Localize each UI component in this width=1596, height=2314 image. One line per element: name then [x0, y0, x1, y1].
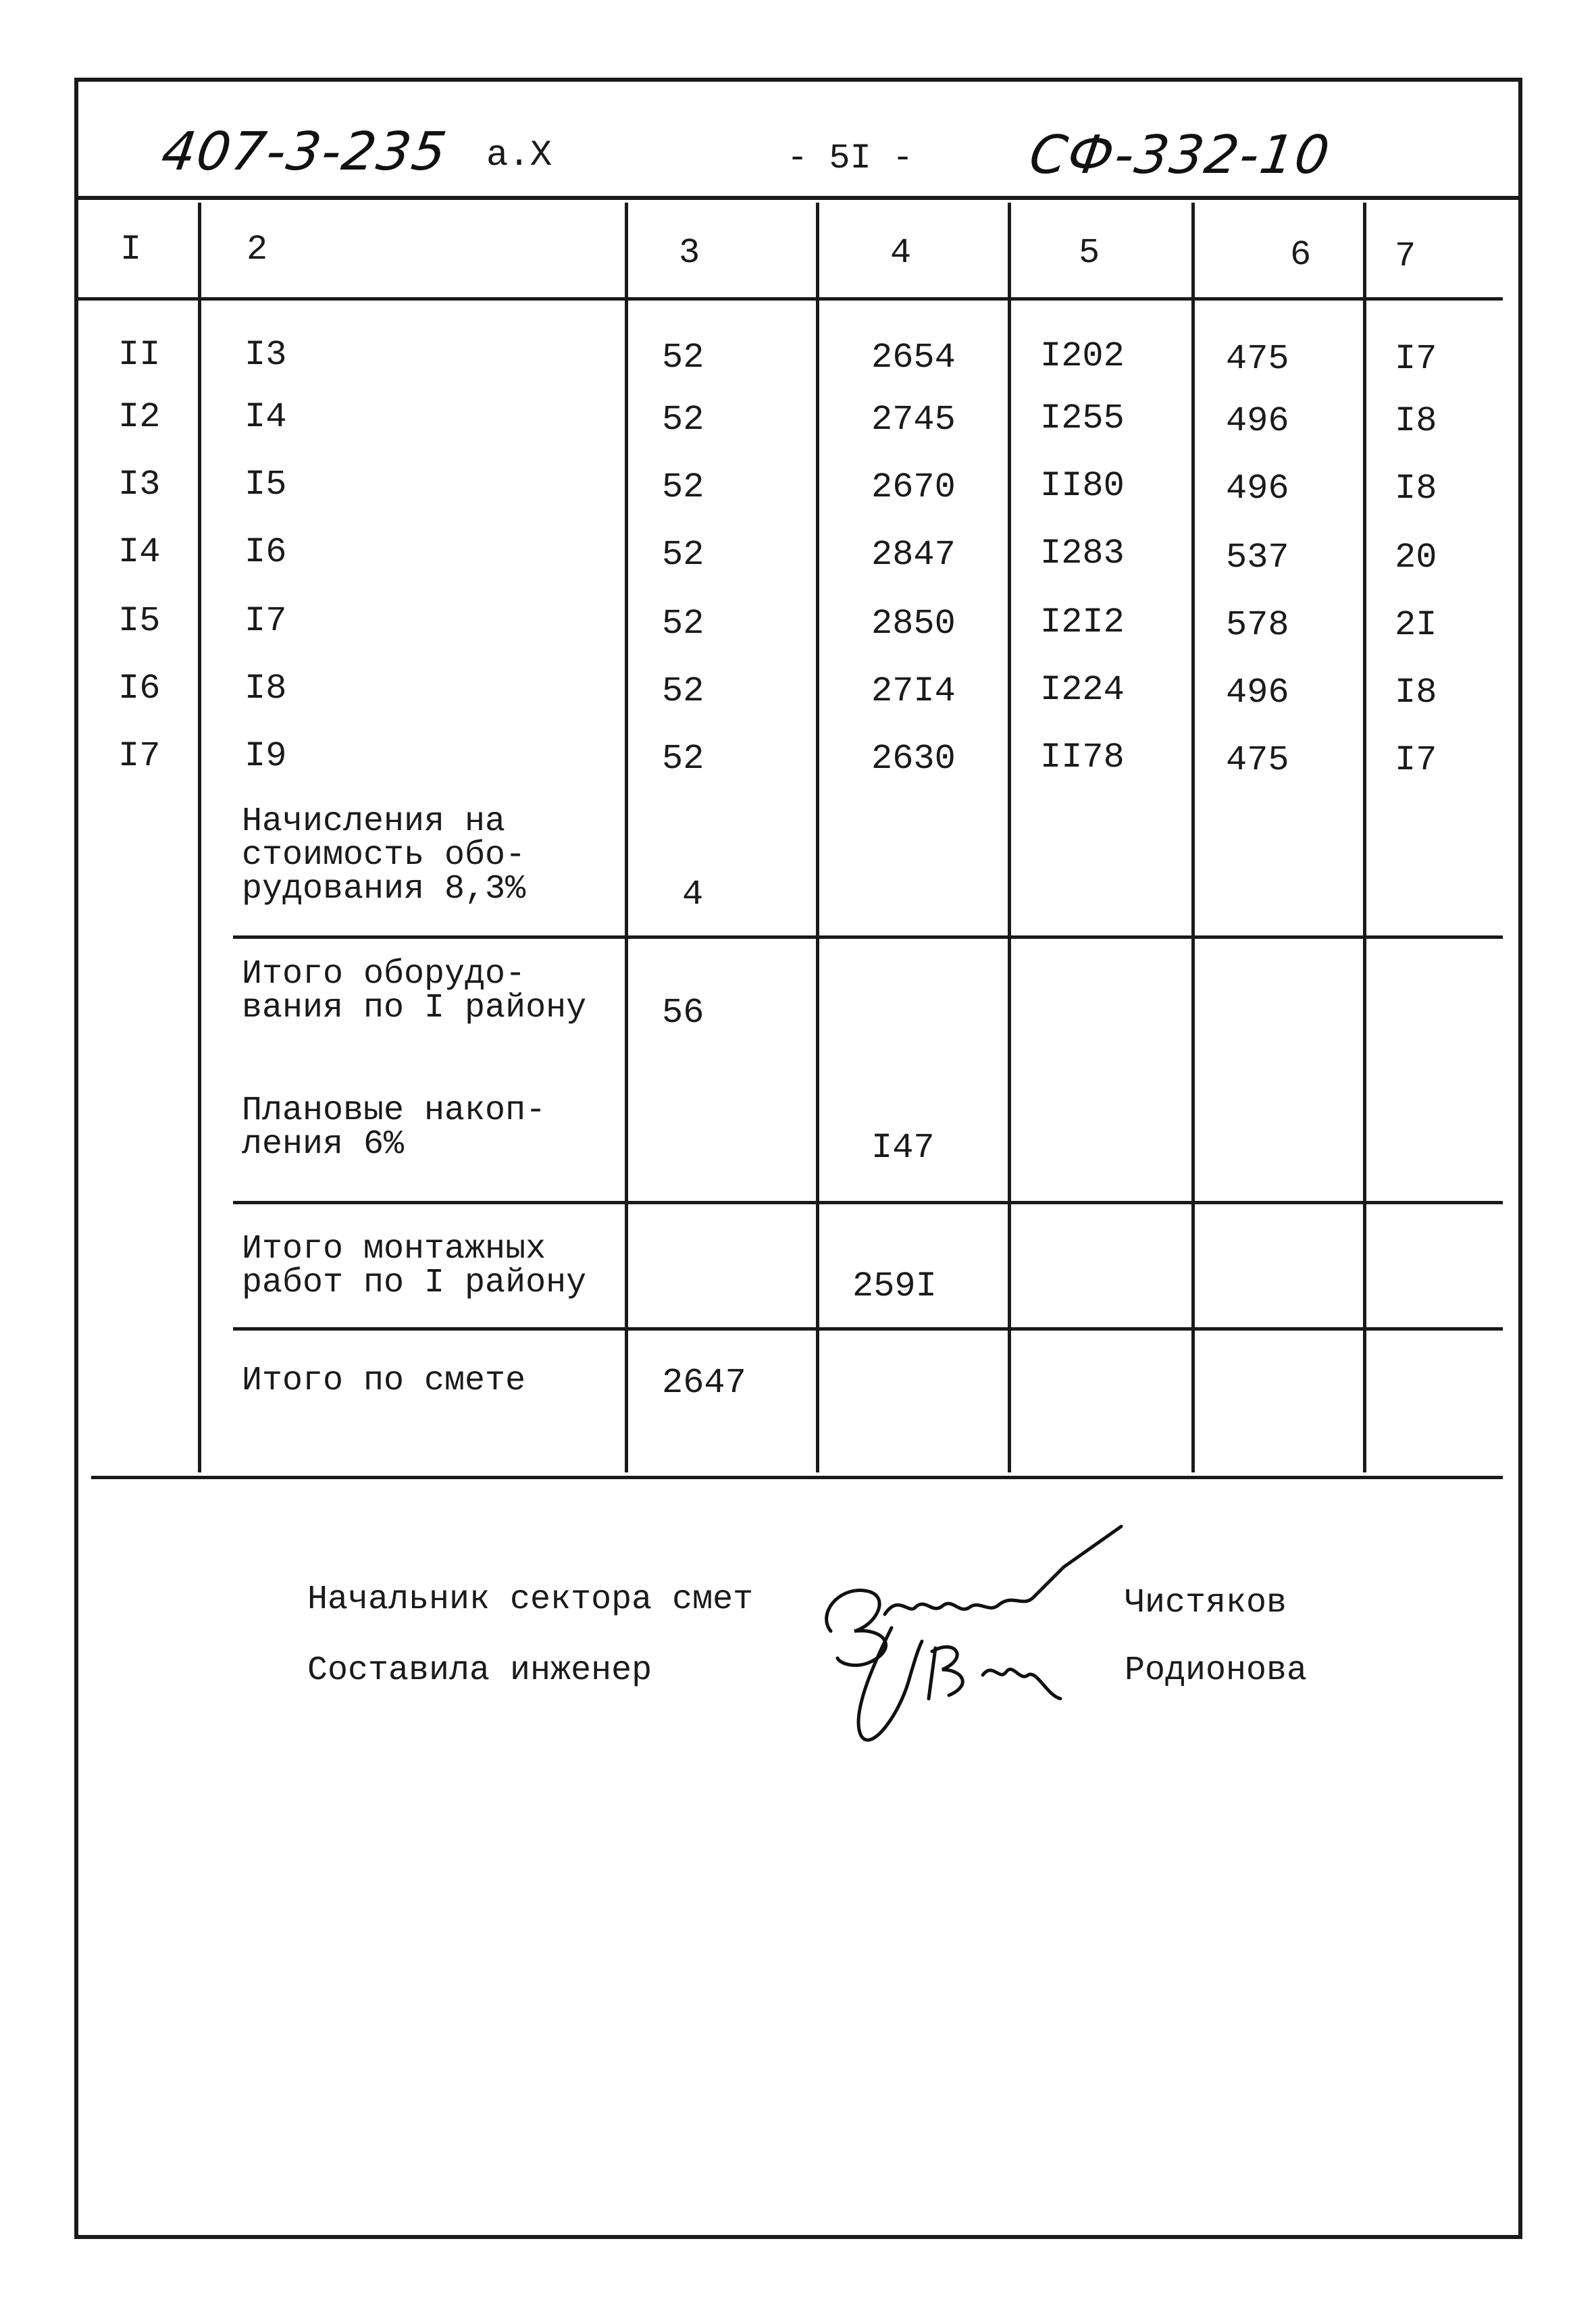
signatory-name-1: Чистяков [1125, 1584, 1287, 1622]
cell-value: 52 [662, 338, 704, 378]
equipment-total-label: Итого оборудо- вания по I району [242, 955, 587, 1027]
column-divider [1363, 203, 1366, 1472]
cell-value: I224 [1040, 670, 1125, 710]
cell-value: II80 [1040, 466, 1125, 506]
cell-value: 2847 [871, 535, 956, 575]
cell-value: I255 [1040, 398, 1125, 438]
planned-savings-label: Плановые накоп- ления 6% [242, 1091, 546, 1164]
signatory-role-1: Начальник сектора смет [307, 1580, 754, 1619]
cell-value: 537 [1226, 538, 1289, 577]
row-number: I6 [118, 669, 161, 709]
column-divider [198, 203, 201, 1472]
cell-value: 52 [662, 535, 704, 575]
cell-value: 496 [1226, 673, 1289, 713]
cell-value: 2745 [871, 400, 956, 440]
cell-value: 475 [1226, 740, 1289, 780]
mounting-total-value: 259I [852, 1266, 937, 1306]
handwritten-signature [790, 1513, 1155, 1756]
cell-value: 52 [662, 467, 704, 507]
column-header-1: I [120, 230, 142, 269]
cell-value: 2654 [871, 338, 956, 378]
estimate-total-label: Итого по смете [242, 1362, 526, 1400]
column-header-6: 6 [1290, 235, 1312, 275]
row-divider [233, 1327, 1503, 1331]
cell-value: 20 [1395, 538, 1437, 577]
column-divider [1008, 203, 1011, 1472]
row-number: I2 [118, 397, 161, 437]
cell-value: I283 [1040, 534, 1125, 573]
column-divider [625, 203, 628, 1472]
signatory-name-2: Родионова [1125, 1651, 1308, 1690]
column-divider [1191, 203, 1195, 1472]
cell-value: 578 [1226, 605, 1289, 645]
position-number: I4 [244, 397, 287, 437]
page-number: - 5I - [787, 138, 914, 178]
cell-value: 52 [662, 400, 704, 440]
cell-value: I8 [1395, 673, 1437, 713]
cell-value: 27I4 [871, 671, 956, 711]
row-number: I5 [118, 601, 161, 641]
header-divider [74, 196, 1522, 200]
cell-value: 2630 [871, 739, 956, 779]
column-header-5: 5 [1079, 233, 1100, 273]
row-divider [233, 1201, 1503, 1204]
table-header-divider [78, 297, 1503, 301]
position-number: I5 [244, 465, 287, 505]
position-number: I3 [244, 335, 287, 375]
column-header-2: 2 [247, 230, 268, 269]
column-header-7: 7 [1395, 236, 1416, 276]
equipment-total-value: 56 [662, 993, 704, 1033]
cell-value: 52 [662, 604, 704, 644]
cell-value: I8 [1395, 401, 1437, 441]
cell-value: 496 [1226, 401, 1289, 441]
cell-value: I202 [1040, 336, 1125, 376]
row-number: I7 [118, 736, 161, 776]
cell-value: II78 [1040, 738, 1125, 777]
charges-value: 4 [682, 875, 704, 915]
album-number: а.X [486, 135, 552, 176]
position-number: I9 [244, 736, 287, 776]
cell-value: I7 [1395, 339, 1437, 379]
document-code: 407-3-235 [157, 122, 452, 182]
row-number: II [118, 335, 161, 375]
column-header-3: 3 [679, 233, 700, 273]
column-divider [816, 203, 819, 1472]
charges-label: Начисления на стоимость обо- рудования 8,3% [242, 802, 526, 908]
sheet-code: СФ-332-10 [1025, 125, 1335, 186]
position-number: I6 [244, 532, 287, 572]
column-header-4: 4 [890, 233, 912, 273]
cell-value: 2850 [871, 604, 956, 644]
estimate-total-value: 2647 [662, 1363, 746, 1403]
planned-savings-value: I47 [871, 1128, 935, 1168]
row-divider [233, 935, 1503, 939]
mounting-total-label: Итого монтажных работ по I району [242, 1230, 587, 1302]
cell-value: I2I2 [1040, 602, 1125, 642]
cell-value: 496 [1226, 469, 1289, 509]
cell-value: 2I [1395, 605, 1437, 645]
cell-value: I7 [1395, 740, 1437, 780]
row-number: I3 [118, 465, 161, 505]
position-number: I8 [244, 669, 287, 709]
signatory-role-2: Составила инженер [307, 1651, 652, 1690]
cell-value: 52 [662, 739, 704, 779]
row-number: I4 [118, 532, 161, 572]
cell-value: 52 [662, 671, 704, 711]
cell-value: 475 [1226, 339, 1289, 379]
position-number: I7 [244, 601, 287, 641]
cell-value: I8 [1395, 469, 1437, 509]
cell-value: 2670 [871, 467, 956, 507]
table-bottom-line [91, 1476, 1503, 1479]
